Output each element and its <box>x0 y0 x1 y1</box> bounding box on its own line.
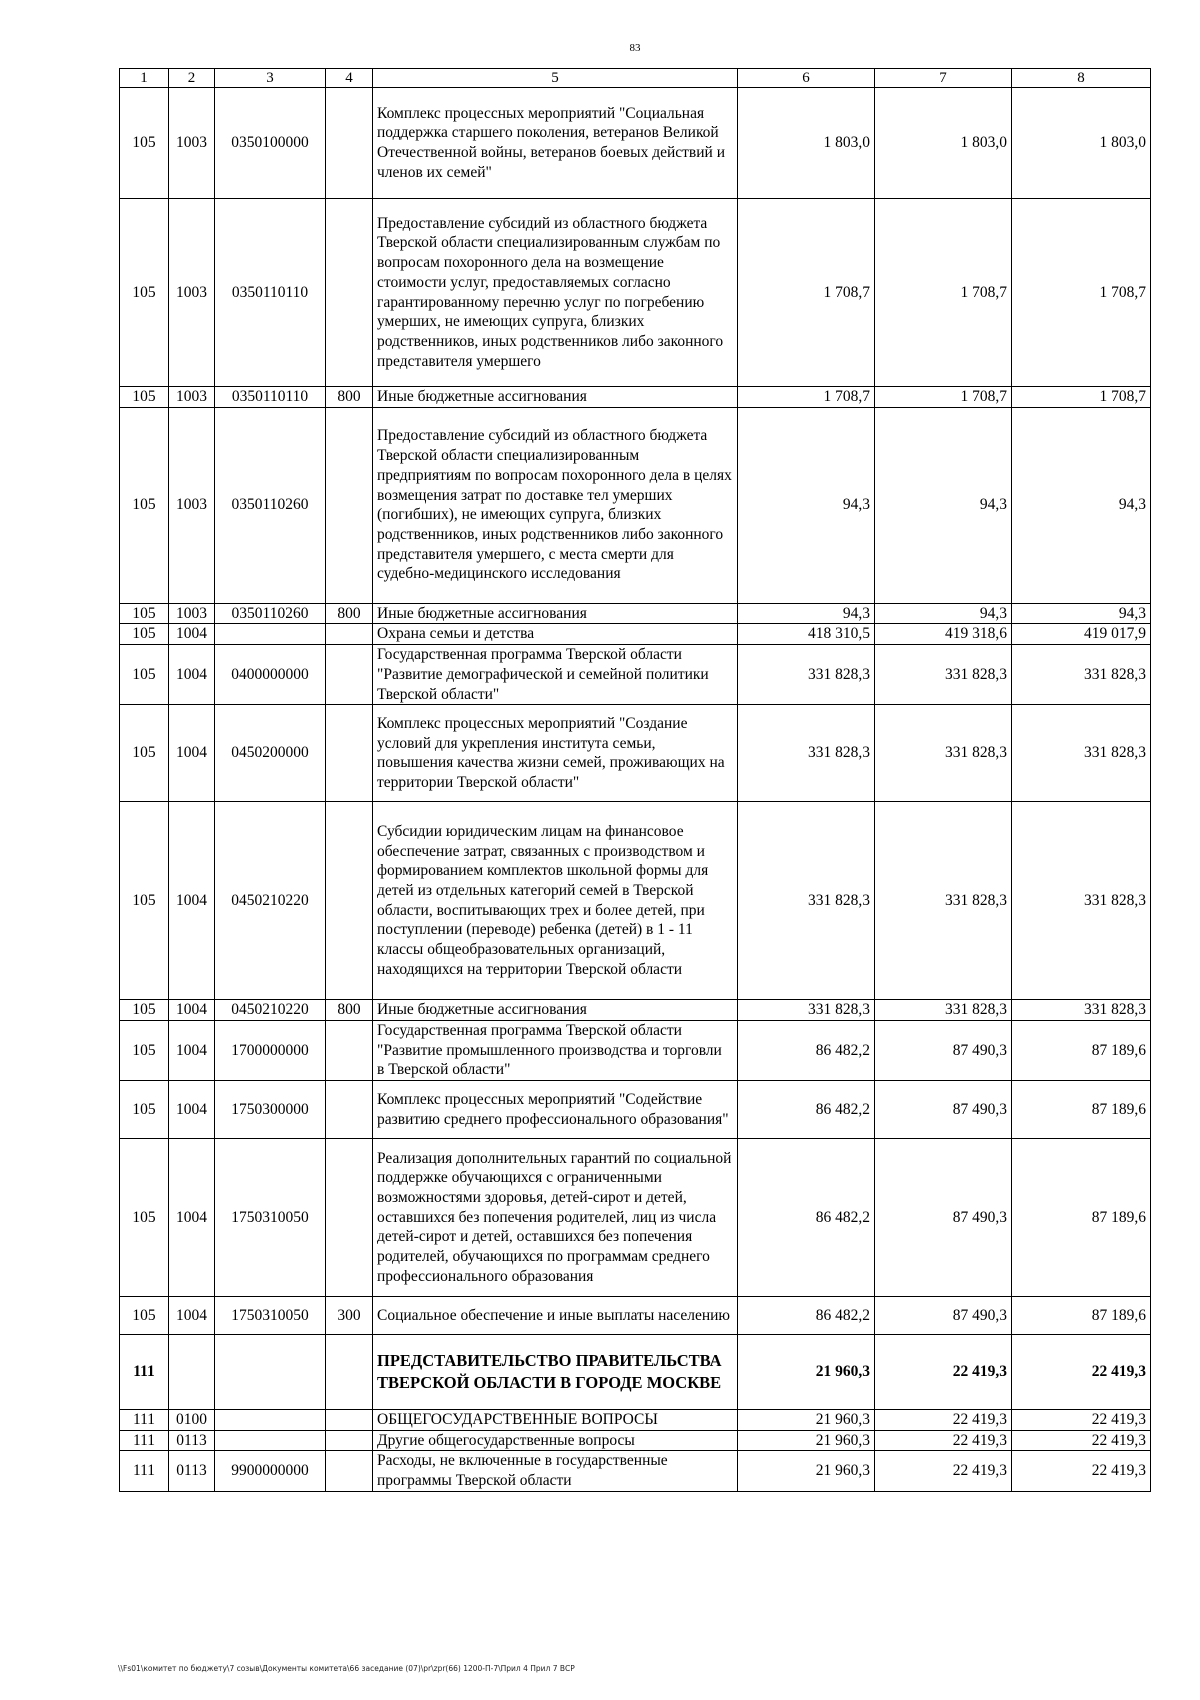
expense-type-cell <box>326 624 373 645</box>
subsection-code-cell: 1004 <box>169 1020 215 1080</box>
target-article-cell <box>215 1335 326 1410</box>
expense-type-cell <box>326 199 373 387</box>
expense-type-cell <box>326 407 373 603</box>
target-article-cell: 0450210220 <box>215 802 326 1000</box>
amount-year3-cell: 87 189,6 <box>1012 1020 1151 1080</box>
table-row <box>120 1410 1151 1431</box>
amount-year3-cell: 331 828,3 <box>1012 802 1151 1000</box>
amount-year1-cell: 1 708,7 <box>738 387 875 408</box>
description-cell: Предоставление субсидий из областного бюджета Тверской области специализированным предприятиям по вопросам похоронного дела в целях возмещения затрат по доставке тел умерших (погибших), не имеющих супруга, близких родственников, иных родственников либо законного представителя умершего, с места смерти для судебно-медицинского исследования <box>373 407 738 603</box>
amount-year2-cell: 331 828,3 <box>875 802 1012 1000</box>
section-code-cell: 105 <box>120 1020 169 1080</box>
amount-year2-cell: 87 490,3 <box>875 1020 1012 1080</box>
expense-type-cell <box>326 88 373 199</box>
table-row <box>120 1335 1151 1410</box>
amount-year1-cell: 331 828,3 <box>738 1000 875 1021</box>
column-header: 7 <box>875 69 1012 88</box>
description-cell: Другие общегосударственные вопросы <box>373 1430 738 1451</box>
expense-type-cell <box>326 1410 373 1431</box>
section-code-cell: 105 <box>120 705 169 802</box>
subsection-code-cell: 1003 <box>169 603 215 624</box>
amount-year2-cell: 22 419,3 <box>875 1451 1012 1491</box>
section-code-cell: 105 <box>120 407 169 603</box>
expense-type-cell: 800 <box>326 387 373 408</box>
target-article-cell: 1700000000 <box>215 1020 326 1080</box>
subsection-code-cell: 1003 <box>169 199 215 387</box>
amount-year3-cell: 1 708,7 <box>1012 387 1151 408</box>
subsection-code-cell <box>169 1335 215 1410</box>
amount-year1-cell: 418 310,5 <box>738 624 875 645</box>
section-code-cell: 105 <box>120 1000 169 1021</box>
table-row <box>120 802 1151 1000</box>
description-cell: Субсидии юридическим лицам на финансовое обеспечение затрат, связанных с производством и формированием комплектов школьной формы для детей из отдельных категорий семей в Тверской области, воспитывающих трех и более детей, при поступлении (переводе) ребенка (детей) в 1 - 11 классы общеобразовательных организаций, находящихся на территории Тверской области <box>373 802 738 1000</box>
expense-type-cell <box>326 1451 373 1491</box>
subsection-code-cell: 1004 <box>169 624 215 645</box>
section-code-cell: 105 <box>120 603 169 624</box>
amount-year2-cell: 331 828,3 <box>875 705 1012 802</box>
target-article-cell <box>215 1410 326 1431</box>
expense-type-cell <box>326 645 373 705</box>
subsection-code-cell: 1004 <box>169 705 215 802</box>
expense-type-cell <box>326 1081 373 1139</box>
amount-year3-cell: 87 189,6 <box>1012 1297 1151 1335</box>
subsection-code-cell: 1003 <box>169 407 215 603</box>
target-article-cell: 0350110110 <box>215 199 326 387</box>
description-cell: Комплекс процессных мероприятий "Создание условий для укрепления института семьи, повышения качества жизни семей, проживающих на территории Тверской области" <box>373 705 738 802</box>
description-cell: Предоставление субсидий из областного бюджета Тверской области специализированным службам по вопросам похоронного дела на возмещение стоимости услуг, предоставляемых согласно гарантированному перечню услуг по погребению умерших, не имеющих супруга, близких родственников, иных родственников либо законного представителя умершего <box>373 199 738 387</box>
amount-year3-cell: 22 419,3 <box>1012 1430 1151 1451</box>
subsection-code-cell: 0113 <box>169 1430 215 1451</box>
amount-year1-cell: 331 828,3 <box>738 645 875 705</box>
table-row <box>120 1297 1151 1335</box>
section-code-cell: 111 <box>120 1410 169 1431</box>
amount-year1-cell: 86 482,2 <box>738 1139 875 1297</box>
description-cell: Государственная программа Тверской области "Развитие демографической и семейной политики Тверской области" <box>373 645 738 705</box>
amount-year2-cell: 94,3 <box>875 407 1012 603</box>
target-article-cell: 0350110260 <box>215 603 326 624</box>
amount-year3-cell: 94,3 <box>1012 603 1151 624</box>
section-code-cell: 111 <box>120 1430 169 1451</box>
target-article-cell: 0350110260 <box>215 407 326 603</box>
subsection-code-cell: 1004 <box>169 1139 215 1297</box>
amount-year3-cell: 1 708,7 <box>1012 199 1151 387</box>
subsection-code-cell: 0113 <box>169 1451 215 1491</box>
column-header: 4 <box>326 69 373 88</box>
table-row <box>120 407 1151 603</box>
table-row <box>120 387 1151 408</box>
amount-year2-cell: 87 490,3 <box>875 1297 1012 1335</box>
description-cell: Государственная программа Тверской области "Развитие промышленного производства и торговли в Тверской области" <box>373 1020 738 1080</box>
amount-year1-cell: 21 960,3 <box>738 1430 875 1451</box>
table-row <box>120 1430 1151 1451</box>
amount-year2-cell: 22 419,3 <box>875 1410 1012 1431</box>
section-code-cell: 111 <box>120 1335 169 1410</box>
subsection-code-cell: 0100 <box>169 1410 215 1431</box>
expense-type-cell <box>326 1335 373 1410</box>
section-code-cell: 105 <box>120 199 169 387</box>
amount-year3-cell: 87 189,6 <box>1012 1139 1151 1297</box>
expense-type-cell <box>326 1430 373 1451</box>
target-article-cell: 1750310050 <box>215 1139 326 1297</box>
amount-year3-cell: 22 419,3 <box>1012 1335 1151 1410</box>
amount-year3-cell: 331 828,3 <box>1012 705 1151 802</box>
table-row <box>120 705 1151 802</box>
column-header: 6 <box>738 69 875 88</box>
amount-year3-cell: 331 828,3 <box>1012 645 1151 705</box>
description-cell: Иные бюджетные ассигнования <box>373 603 738 624</box>
table-row <box>120 1000 1151 1021</box>
table-row <box>120 199 1151 387</box>
section-code-cell: 105 <box>120 1297 169 1335</box>
description-cell: Расходы, не включенные в государственные программы Тверской области <box>373 1451 738 1491</box>
section-code-cell: 105 <box>120 1081 169 1139</box>
amount-year2-cell: 419 318,6 <box>875 624 1012 645</box>
table-row <box>120 603 1151 624</box>
subsection-code-cell: 1003 <box>169 88 215 199</box>
amount-year3-cell: 94,3 <box>1012 407 1151 603</box>
column-number-row <box>120 69 1151 88</box>
description-cell: ПРЕДСТАВИТЕЛЬСТВО ПРАВИТЕЛЬСТВА ТВЕРСКОЙ ОБЛАСТИ В ГОРОДЕ МОСКВЕ <box>373 1335 738 1410</box>
target-article-cell: 0450210220 <box>215 1000 326 1021</box>
expense-type-cell: 800 <box>326 1000 373 1021</box>
subsection-code-cell: 1004 <box>169 1000 215 1021</box>
amount-year3-cell: 22 419,3 <box>1012 1410 1151 1431</box>
amount-year2-cell: 331 828,3 <box>875 645 1012 705</box>
table-row <box>120 1081 1151 1139</box>
description-cell: Иные бюджетные ассигнования <box>373 387 738 408</box>
target-article-cell: 1750310050 <box>215 1297 326 1335</box>
expense-type-cell: 300 <box>326 1297 373 1335</box>
description-cell: Иные бюджетные ассигнования <box>373 1000 738 1021</box>
amount-year1-cell: 21 960,3 <box>738 1410 875 1431</box>
amount-year2-cell: 22 419,3 <box>875 1430 1012 1451</box>
target-article-cell: 9900000000 <box>215 1451 326 1491</box>
subsection-code-cell: 1004 <box>169 1297 215 1335</box>
section-code-cell: 105 <box>120 88 169 199</box>
section-code-cell: 105 <box>120 1139 169 1297</box>
amount-year2-cell: 87 490,3 <box>875 1081 1012 1139</box>
column-header: 8 <box>1012 69 1151 88</box>
section-code-cell: 105 <box>120 645 169 705</box>
file-path-footer: \\Fs01\комитет по бюджету\7 созыв\Документы комитета\66 заседание (07)\pr\zpr(66) 1200-П-7\Прил 4 Прил 7 ВСР <box>118 1664 575 1673</box>
amount-year1-cell: 331 828,3 <box>738 705 875 802</box>
description-cell: Реализация дополнительных гарантий по социальной поддержке обучающихся с ограниченными возможностями здоровья, детей-сирот и детей, оставшихся без попечения родителей, лиц из числа детей-сирот и детей, оставшихся без попечения родителей, обучающихся по программам среднего профессионального образования <box>373 1139 738 1297</box>
subsection-code-cell: 1004 <box>169 645 215 705</box>
table-row <box>120 1139 1151 1297</box>
page-number: 83 <box>629 42 641 54</box>
amount-year1-cell: 21 960,3 <box>738 1335 875 1410</box>
table-row <box>120 1020 1151 1080</box>
table-row <box>120 1451 1151 1491</box>
subsection-code-cell: 1004 <box>169 1081 215 1139</box>
amount-year1-cell: 1 803,0 <box>738 88 875 199</box>
expense-type-cell <box>326 705 373 802</box>
amount-year2-cell: 1 803,0 <box>875 88 1012 199</box>
amount-year2-cell: 94,3 <box>875 603 1012 624</box>
section-code-cell: 105 <box>120 624 169 645</box>
section-code-cell: 105 <box>120 387 169 408</box>
subsection-code-cell: 1004 <box>169 802 215 1000</box>
amount-year3-cell: 22 419,3 <box>1012 1451 1151 1491</box>
description-cell: Комплекс процессных мероприятий "Содействие развитию среднего профессионального образования" <box>373 1081 738 1139</box>
target-article-cell: 0450200000 <box>215 705 326 802</box>
amount-year3-cell: 419 017,9 <box>1012 624 1151 645</box>
column-header: 5 <box>373 69 738 88</box>
expense-type-cell <box>326 802 373 1000</box>
amount-year2-cell: 22 419,3 <box>875 1335 1012 1410</box>
amount-year1-cell: 86 482,2 <box>738 1020 875 1080</box>
section-code-cell: 105 <box>120 802 169 1000</box>
table-row <box>120 624 1151 645</box>
expense-type-cell <box>326 1020 373 1080</box>
section-code-cell: 111 <box>120 1451 169 1491</box>
table-row <box>120 88 1151 199</box>
description-cell: Комплекс процессных мероприятий "Социальная поддержка старшего поколения, ветеранов Великой Отечественной войны, ветеранов боевых действий и членов их семей" <box>373 88 738 199</box>
amount-year3-cell: 1 803,0 <box>1012 88 1151 199</box>
description-cell: Охрана семьи и детства <box>373 624 738 645</box>
amount-year3-cell: 331 828,3 <box>1012 1000 1151 1021</box>
amount-year2-cell: 87 490,3 <box>875 1139 1012 1297</box>
table-row <box>120 645 1151 705</box>
column-header: 1 <box>120 69 169 88</box>
amount-year1-cell: 21 960,3 <box>738 1451 875 1491</box>
amount-year1-cell: 86 482,2 <box>738 1297 875 1335</box>
amount-year1-cell: 94,3 <box>738 603 875 624</box>
expense-type-cell: 800 <box>326 603 373 624</box>
amount-year2-cell: 1 708,7 <box>875 387 1012 408</box>
amount-year1-cell: 331 828,3 <box>738 802 875 1000</box>
expense-type-cell <box>326 1139 373 1297</box>
amount-year1-cell: 94,3 <box>738 407 875 603</box>
description-cell: ОБЩЕГОСУДАРСТВЕННЫЕ ВОПРОСЫ <box>373 1410 738 1431</box>
target-article-cell: 0350110110 <box>215 387 326 408</box>
amount-year2-cell: 331 828,3 <box>875 1000 1012 1021</box>
amount-year1-cell: 86 482,2 <box>738 1081 875 1139</box>
budget-table <box>119 68 1151 1492</box>
target-article-cell <box>215 1430 326 1451</box>
target-article-cell <box>215 624 326 645</box>
column-header: 3 <box>215 69 326 88</box>
amount-year1-cell: 1 708,7 <box>738 199 875 387</box>
target-article-cell: 0350100000 <box>215 88 326 199</box>
subsection-code-cell: 1003 <box>169 387 215 408</box>
target-article-cell: 1750300000 <box>215 1081 326 1139</box>
description-cell: Социальное обеспечение и иные выплаты населению <box>373 1297 738 1335</box>
amount-year3-cell: 87 189,6 <box>1012 1081 1151 1139</box>
column-header: 2 <box>169 69 215 88</box>
amount-year2-cell: 1 708,7 <box>875 199 1012 387</box>
target-article-cell: 0400000000 <box>215 645 326 705</box>
